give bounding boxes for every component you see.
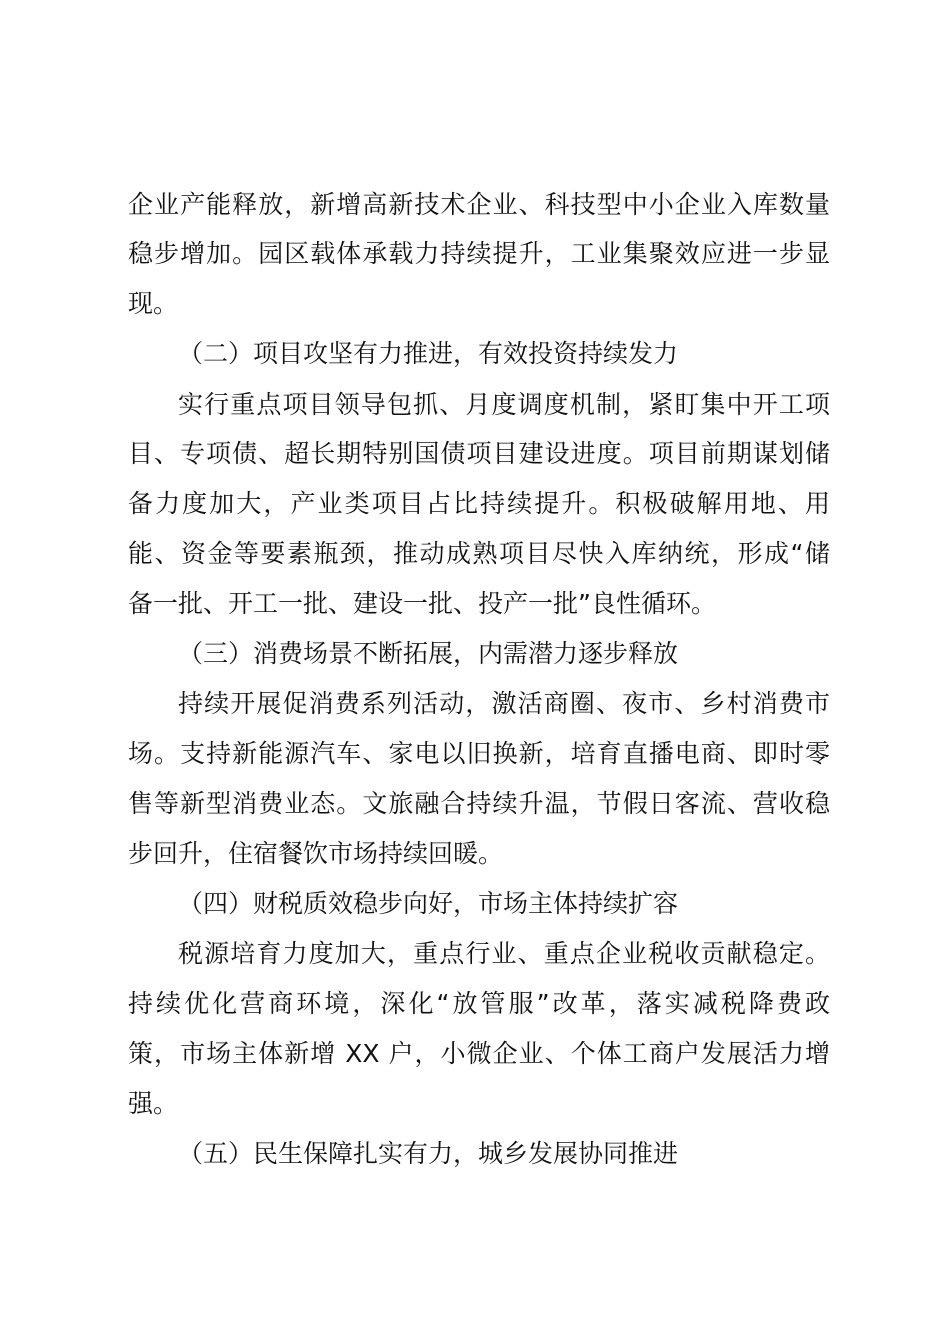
body-line: 实行重点项目领导包抓、月度调度机制，紧盯集中开工项	[178, 390, 830, 419]
body-line: 售等新型消费业态。文旅融合持续升温，节假日客流、营收稳	[128, 789, 830, 818]
section-heading: （三）消费场景不断拓展，内需潜力逐步释放	[178, 639, 679, 668]
body-line: 策，市场主体新增 XX 户，小微企业、个体工商户发展活力增	[128, 1039, 830, 1068]
body-line: 企业产能释放，新增高新技术企业、科技型中小企业入库数量	[128, 190, 830, 219]
body-line: 备一批、开工一批、建设一批、投产一批”良性循环。	[128, 589, 716, 618]
body-line: 持续开展促消费系列活动，激活商圈、夜市、乡村消费市	[178, 689, 830, 718]
body-line: 备力度加大，产业类项目占比持续提升。积极破解用地、用	[128, 489, 830, 518]
body-line: 现。	[128, 289, 179, 318]
section-heading: （五）民生保障扎实有力，城乡发展协同推进	[178, 1139, 679, 1168]
body-line: 场。支持新能源汽车、家电以旧换新，培育直播电商、即时零	[128, 739, 830, 768]
body-line: 持续优化营商环境，深化“放管服”改革，落实减税降费政	[128, 989, 830, 1018]
body-line: 稳步增加。园区载体承载力持续提升，工业集聚效应进一步显	[128, 239, 830, 268]
body-line: 税源培育力度加大，重点行业、重点企业税收贡献稳定。	[178, 939, 830, 968]
body-line: 目、专项债、超长期特别国债项目建设进度。项目前期谋划储	[128, 439, 830, 468]
section-heading: （二）项目攻坚有力推进，有效投资持续发力	[178, 339, 679, 368]
section-heading: （四）财税质效稳步向好，市场主体持续扩容	[178, 889, 679, 918]
body-line: 强。	[128, 1089, 179, 1118]
body-line: 能、资金等要素瓶颈，推动成熟项目尽快入库纳统，形成“储	[128, 539, 830, 568]
body-line: 步回升，住宿餐饮市场持续回暖。	[128, 839, 504, 868]
